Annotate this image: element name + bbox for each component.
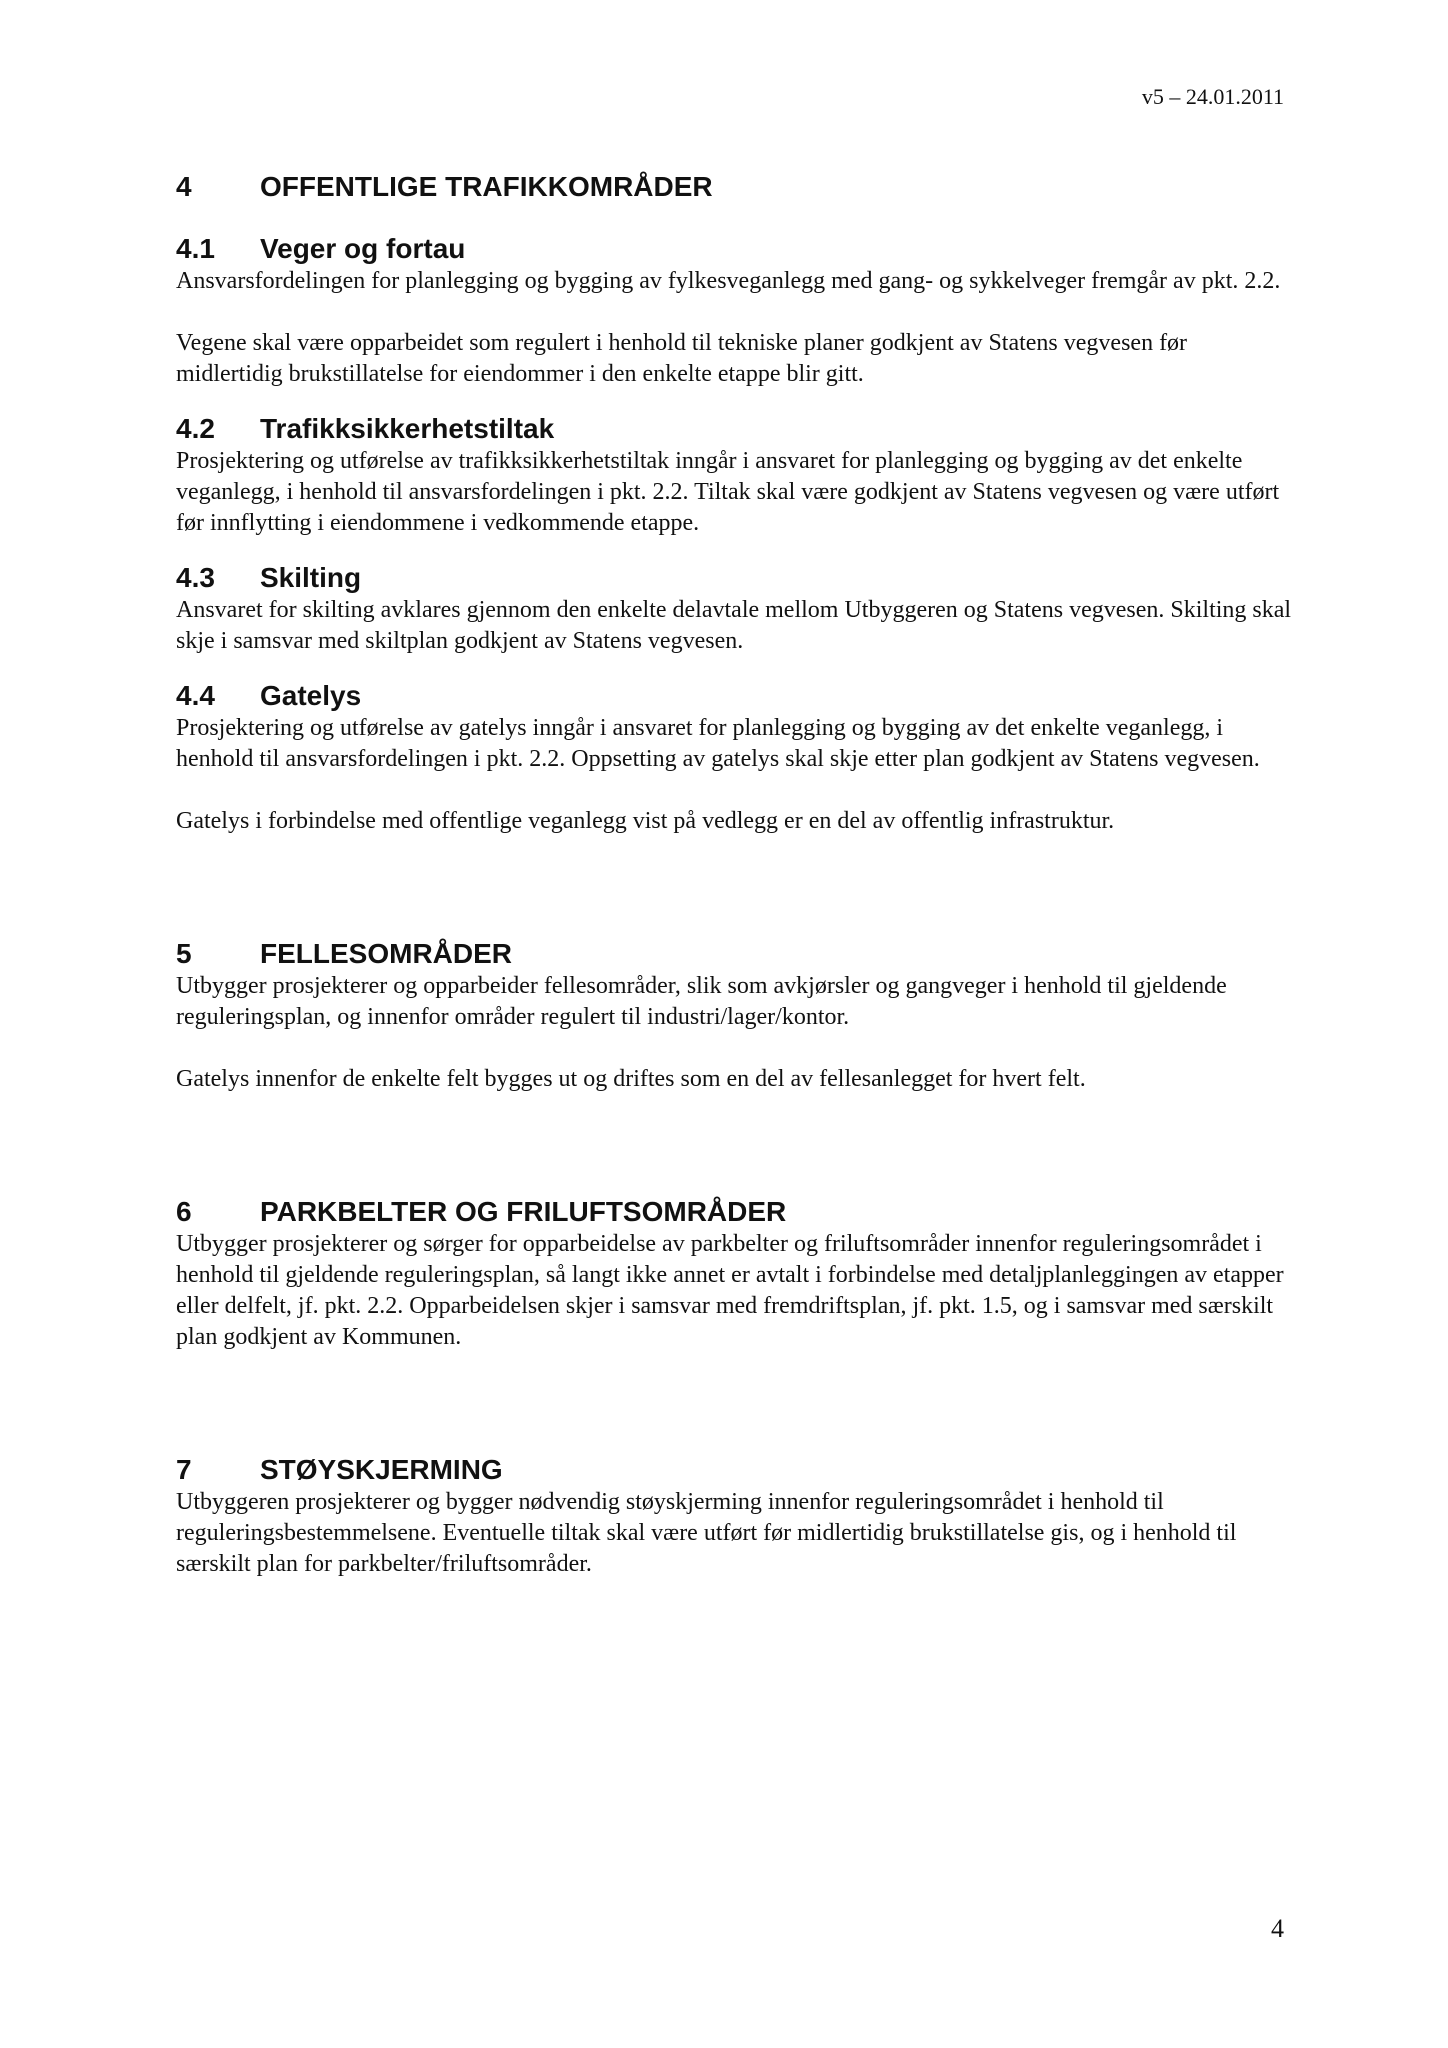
section-number: 5 bbox=[176, 938, 192, 969]
subsection-title: Trafikksikkerhetstiltak bbox=[260, 413, 555, 444]
subsection-4-2-heading bbox=[176, 412, 1296, 446]
section-title: PARKBELTER OG FRILUFTSOMRÅDER bbox=[260, 1196, 787, 1227]
paragraph: Ansvarsfordelingen for planlegging og bygging av fylkesveganlegg med gang- og sykkelveger fremgår av pkt. 2.2. bbox=[176, 268, 1281, 294]
subsection-title: Gatelys bbox=[260, 680, 362, 711]
subsection-number: 4.3 bbox=[176, 562, 215, 593]
subsection-4-3-heading bbox=[176, 561, 1296, 595]
version-stamp: v5 – 24.01.2011 bbox=[1141, 84, 1284, 109]
paragraph: Gatelys innenfor de enkelte felt bygges ut og driftes som en del av fellesanlegget for hvert felt. bbox=[176, 1066, 1086, 1092]
subsection-4-4-heading bbox=[176, 679, 1296, 713]
section-number: 6 bbox=[176, 1196, 192, 1227]
paragraph: Prosjektering og utførelse av trafikksikkerhetstiltak inngår i ansvaret for planlegging og bygging av det enkelte veganlegg, i henhold til ansvarsfordelingen i pkt. 2.2. Tiltak skal være godkjent av Statens vegvesen og være utført før innflytting i eiendommene i vedkommende etappe. bbox=[176, 448, 1280, 536]
paragraph: Prosjektering og utførelse av gatelys inngår i ansvaret for planlegging og bygging av det enkelte veganlegg, i henhold til ansvarsfordelingen i pkt. 2.2. Oppsetting av gatelys skal skje etter plan godkjent av Statens vegvesen. bbox=[176, 715, 1260, 772]
subsection-number: 4.4 bbox=[176, 680, 215, 711]
section-title: FELLESOMRÅDER bbox=[260, 938, 512, 969]
paragraph: Gatelys i forbindelse med offentlige veganlegg vist på vedlegg er en del av offentlig infrastruktur. bbox=[176, 808, 1115, 834]
subsection-title: Veger og fortau bbox=[260, 233, 466, 264]
paragraph: Vegene skal være opparbeidet som regulert i henhold til tekniske planer godkjent av Statens vegvesen før midlertidig brukstillatelse for eiendommer i den enkelte etappe blir gitt. bbox=[176, 330, 1188, 387]
section-number: 4 bbox=[176, 171, 192, 202]
section-title: OFFENTLIGE TRAFIKKOMRÅDER bbox=[260, 171, 713, 202]
section-5-heading bbox=[176, 937, 1296, 971]
section-number: 7 bbox=[176, 1454, 192, 1485]
subsection-4-1-heading bbox=[176, 232, 1296, 266]
paragraph: Ansvaret for skilting avklares gjennom den enkelte delavtale mellom Utbyggeren og Statens vegvesen. Skilting skal skje i samsvar med skiltplan godkjent av Statens vegvesen. bbox=[176, 597, 1292, 654]
section-4-heading bbox=[176, 170, 1296, 204]
section-title: STØYSKJERMING bbox=[260, 1454, 503, 1485]
paragraph: Utbygger prosjekterer og opparbeider fellesområder, slik som avkjørsler og gangveger i henhold til gjeldende reguleringsplan, og innenfor områder regulert til industri/lager/kontor. bbox=[176, 973, 1227, 1030]
page-number: 4 bbox=[1271, 1914, 1284, 1943]
section-6-heading bbox=[176, 1195, 1296, 1229]
section-7-heading bbox=[176, 1453, 1296, 1487]
paragraph: Utbygger prosjekterer og sørger for opparbeidelse av parkbelter og friluftsområder innenfor reguleringsområdet i henhold til gjeldende reguleringsplan, så langt ikke annet er avtalt i forbindelse med detaljplanleggingen av etapper eller delfelt, jf. pkt. 2.2. Opparbeidelsen skjer i samsvar med fremdriftsplan, jf. pkt. 1.5, og i samsvar med særskilt plan godkjent av Kommunen. bbox=[176, 1231, 1284, 1350]
paragraph: Utbyggeren prosjekterer og bygger nødvendig støyskjerming innenfor reguleringsområdet i henhold til reguleringsbestemmelsene. Eventuelle tiltak skal være utført før midlertidig brukstillatelse gis, og i henhold til særskilt plan for parkbelter/friluftsområder. bbox=[176, 1489, 1237, 1577]
subsection-number: 4.2 bbox=[176, 413, 215, 444]
document-body bbox=[176, 170, 1296, 1580]
subsection-number: 4.1 bbox=[176, 233, 215, 264]
subsection-title: Skilting bbox=[260, 562, 362, 593]
